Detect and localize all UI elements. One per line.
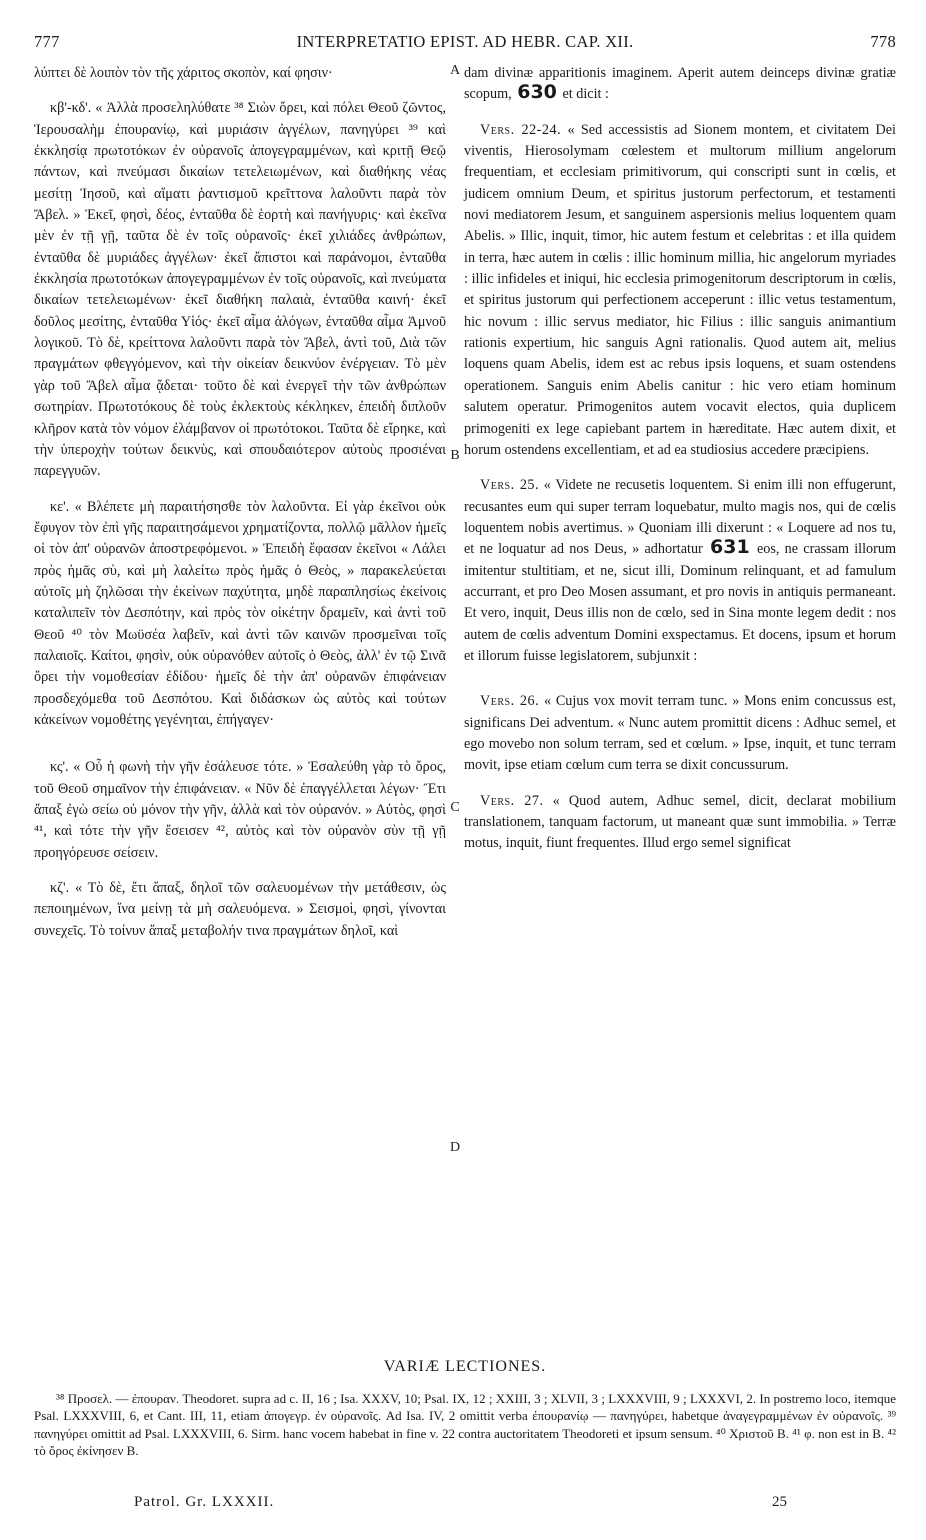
margin-letter-b: B: [450, 448, 460, 463]
footnote-text: ³⁸ Προσελ. — ἐπουραν. Theodoret. supra ad c. II, 16 ; Isa. XXXV, 10; Psal. IX, 12 ; XXIII, 3 ; XLVII, 3 ; LXXXVIII, 9 ; LXXXVI, 2. In postremo loco, itemque Psal. LXXXVIII, 6, et Cant. III, 11, etiam ἀπογεγρ. ἐν οὐρανοῖς. Ad Isa. IV, 2 omittit verba ἐπουρανίῳ — πανηγύρει, habetque ἀναγεγραμμένων ἐν οὐρανοῖς. ³⁹ πανηγύρει omittit ad Psal. LXXXVIII, 6. Sirm. hanc vocem habebat in fine v. 22 contra auctoritatem Theodoreti et ipsum sensum. ⁴⁰ Χριστοῦ B. ⁴¹ φ. non est in B. ⁴² τὸ ὄρος ἐκίνησεν B.: [34, 1391, 896, 1459]
latin-paragraph: Vers. 22-24. « Sed accessistis ad Sionem montem, et civitatem Dei viventis, Hierosolymam cœlestem et multorum millium angelorum frequentiam, et ecclesiam primitivorum, qui conscripti sunt in cœlis, et judicem omnium Deum, et spiritus justorum perfectorum, et testamenti novi mediatorem Jesum, et sanguinem aspersionis melius loquentem quam Abelis. » Illic, inquit, timor, hic autem festum et celebritas : et illa quidem in terra, hæc autem in cœlis : illic hominum millia, hic angelorum myriades : illic infideles et iniqui, hic ecclesia primogenitorum descriptorum in cœlis, et spiritus justorum qui perfectionem acceperunt : illic vetus testamentum, hic novum : illic servus mediator, hic Filius : illic sanguis animantium rationis expertium, hic sanguis Agni rationalis. Quod autem ait, melius loquens quam Abelis, idem est ac rebus ipsis loquens, et suam ostendens operationem. Sanguis enim Abelis canitur : hic vero etiam hominum salutem operatur. Primogenitos autem vocavit electos, quia duplicem primogeniti ex lege capiebant partem in hæreditate. Hæc autem dixit, et horum ostendens excellentiam, et ad ea studiosius accedere præcipiens.: [464, 121, 896, 458]
greek-paragraph: λύπτει δὲ λοιπὸν τὸν τῆς χάριτος σκοπὸν, καί φησιν·: [34, 65, 333, 81]
margin-letter-d: D: [449, 1140, 461, 1155]
footer-signature: 25: [772, 1494, 787, 1510]
page-number-left: 777: [34, 32, 60, 51]
margin-letter-a: A: [449, 63, 461, 78]
latin-paragraph: Vers. 27. « Quod autem, Adhuc semel, dicit, declarat mobilium translationem, tanquam factorum, ut maneant quæ sunt immobilia. » Terræ motus, inquit, fiunt frequentes. Illud ergo semel significat: [464, 792, 897, 852]
variae-lectiones-heading: VARIÆ LECTIONES.: [383, 1358, 547, 1375]
column-number-631: 631: [710, 536, 750, 559]
greek-paragraph: κβ'-κδ'. « Ἀλλὰ προσεληλύθατε ³⁸ Σιὼν ὄρει, καὶ πόλει Θεοῦ ζῶντος, Ἱερουσαλὴμ ἐπουρανίῳ, καὶ μυριάσιν ἀγγέλων, πανηγύρει ³⁹ καὶ ἐκκλησίᾳ πρωτοτόκων ἐν οὐρανοῖς ἀπογεγραμμένων, καὶ κριτῇ Θεῷ πάντων, καὶ πνεύμασι δικαίων τετελειωμένων, καὶ διαθήκης νέας μεσίτῃ Ἰησοῦ, καὶ αἵματι ῥαντισμοῦ κρεῖττονα λαλοῦντι παρὰ τὸν Ἄβελ. » Ἐκεῖ, φησὶ, δέος, ἐνταῦθα δὲ ἑορτὴ καὶ πανήγυρις· καὶ ἐκεῖνα μὲν ἐν τῇ γῇ, ταῦτα δὲ ἐν τοῖς οὐρανοῖς· ἐκεῖ χιλιάδες ἀνθρώπων, ἐνταῦθα δὲ μυριάδες ἀγγέλων· ἐκεῖ ἄπιστοι καὶ παράνομοι, ἐνταῦθα ἐκκλησία πρωτοτόκων ἀπογεγραμμένων ἐν τοῖς οὐρανοῖς, καὶ πνεύματα δικαίων τετελειωμένων· ἐκεῖ διαθήκη παλαιὰ, ἐνταῦθα καινή· ἐκεῖ δοῦλος μεσίτης, ἐνταῦθα Υἱός· ἐκεῖ αἷμα ἀλόγων, ἐνταῦθα αἷμα Ἀμνοῦ λογικοῦ. Τὸ δὲ, κρείττονα λαλοῦντι παρὰ τὸν Ἄβελ, ἀντὶ τοῦ, Διὰ τῶν πραγμάτων φθεγγόμενον, καὶ τὴν οἰκείαν δεικνύον ἐνέργειαν. Τὸ μὲν γὰρ τοῦ Ἄβελ αἷμα ᾄδεται· τοῦτο δὲ καὶ ἐνεργεῖ τὴν τῶν ἀνθρώπων σωτηρίαν. Πρωτοτόκους δὲ τοὺς ἐκλεκτοὺς κέκληκεν, ἐπειδὴ διπλοῦν κλῆρον κατὰ τὸν νόμον ἐλάμβανον οἱ πρωτότοκοι. Ταῦτα δὲ εἴρηκε, καὶ τὴν ὑπεροχὴν τούτων δεικνὺς, καὶ σπουδαιότερον αὐτοὺς προσιέναι παρεγγυῶν.: [34, 100, 446, 480]
column-number-630: 630: [517, 81, 557, 104]
greek-paragraph: κς'. « Οὗ ἡ φωνὴ τὴν γῆν ἐσάλευσε τότε. » Ἐσαλεύθη γὰρ τὸ ὄρος, τοῦ Θεοῦ σημαῖνον τὴν ἐπιφάνειαν. « Νῦν δὲ ἐπαγγέλλεται λέγων· Ἔτι ἅπαξ ἐγὼ σείω οὐ μόνον τὴν γῆν, ἀλλὰ καὶ τὸν οὐρανόν. » Αὐτὸς, φησὶ ⁴¹, καὶ τότε τὴν γῆν ἔσεισεν ⁴², αὐτὸς καὶ τὸν οὐρανὸν σὺν τῇ γῇ προηγόρευσε σείσειν.: [34, 759, 446, 861]
greek-column: [34, 63, 446, 942]
page-footer: [34, 1494, 896, 1516]
greek-paragraph: κε'. « Βλέπετε μὴ παραιτήσησθε τὸν λαλοῦντα. Εἰ γὰρ ἐκεῖνοι οὐκ ἔφυγον τὸν ἐπὶ γῆς παραιτησάμενοι χρηματίζοντα, πολλῷ μᾶλλον ἡμεῖς οἱ τὸν ἀπ' οὐρανῶν ἀποστρεφόμενοι. » Ἐπειδὴ ἔφασαν ἐκεῖνοι « Λάλει πρὸς ἡμᾶς σὺ, καὶ μὴ λαλείτω πρὸς ἡμᾶς ὁ Θεὸς, » παρακελεύεται αὐτοῖς μὴ ζηλῶσαι τὴν ἐκείνων παχύτητα, μηδὲ παραπλησίως ἐκείνοις καταλιπεῖν τὸν Δεσπότην, καὶ πρὸς τὸν οἰκέτην δραμεῖν, καὶ ἀντὶ τοῦ Θεοῦ ⁴⁰ τὸν Μωϋσέα λαβεῖν, καὶ ἀντὶ τῶν καινῶν προσμεῖναι τοῖς παλαιοῖς. Καίτοι, φησὶν, οὐκ οὐρανόθεν αὐτοῖς ὁ Θεὸς, ἀλλ' ἐν τῷ Σινᾶ ὄρει τὴν νομοθεσίαν ἐδίδου· ἡμεῖς δὲ τὴν ἀπ' οὐρανῶν ἐπιφάνειαν προσδεχόμεθα τοῦ Δεσπότου. Καὶ διδάσκων ὡς αὐτὸς καὶ τούτων κἀκείνων νομοθέτης γεγένηται, ἐπήγαγεν·: [34, 498, 446, 728]
page: [34, 30, 896, 1520]
latin-paragraph: Vers. 26. « Cujus vox movit terram tunc. » Mons enim concussus est, significans Dei adventum. « Nunc autem promittit dicens : Adhuc semel, et ego movebo non solum terram, sed et cœlum. » Ipse, inquit, et tunc terram movit, ipse etiam cœlum cum terra se dixit concussurum.: [464, 693, 897, 774]
verse-ref: Vers. 25.: [480, 477, 540, 494]
latin-paragraph: dam divinæ apparitionis imaginem. Aperit autem deinceps divinæ gratiæ scopum, 630 et dicit :: [464, 65, 896, 104]
verse-ref: Vers. 26.: [480, 693, 540, 710]
verse-ref: Vers. 22-24.: [480, 121, 562, 138]
verse-ref: Vers. 27.: [480, 792, 544, 809]
variae-lectiones-notes: [34, 1390, 896, 1460]
running-header: [34, 30, 896, 56]
latin-column: [464, 63, 896, 855]
footer-series: Patrol. Gr. LXXXII.: [134, 1494, 275, 1510]
page-number-right: 778: [870, 32, 896, 51]
latin-paragraph: Vers. 25. « Videte ne recusetis loquentem. Si enim illi non effugerunt, recusantes eum qui super terram loquebatur, multo magis nos, qui de cœlis loquentem nobis avertimus. » Quoniam illi dixerunt : « Loquere ad nos tu, et ne loquatur ad nos Deus, » adhortatur 631 eos, ne crassam illorum imitentur stultitiam, et ne, sicut illi, Dominum relinquant, et ad famulum accurrant, et pro Deo Mosen assumant, et pro novis in antiquis permaneant. Et vero, inquit, Deus illis non de cœlo, sed in Sina monte legem dedit : nos autem de cœlis adventum Domini exspectamus. Et docens, ipsum et horum et illorum fuisse legislatorem, subjunxit :: [464, 477, 897, 664]
margin-letter-c: C: [450, 800, 460, 815]
running-title: INTERPRETATIO EPIST. AD HEBR. CAP. XII.: [296, 32, 634, 51]
greek-paragraph: κζ'. « Τὸ δὲ, ἔτι ἅπαξ, δηλοῖ τῶν σαλευομένων τὴν μετάθεσιν, ὡς πεποιημένων, ἵνα μείνῃ τὰ μὴ σαλευόμενα. » Σεισμοὶ, φησὶ, γίνονται συνεχεῖς. Τὸ τοίνυν ἅπαξ μεταβολήν τινα πραγμάτων δηλοῖ, καὶ: [34, 880, 446, 939]
